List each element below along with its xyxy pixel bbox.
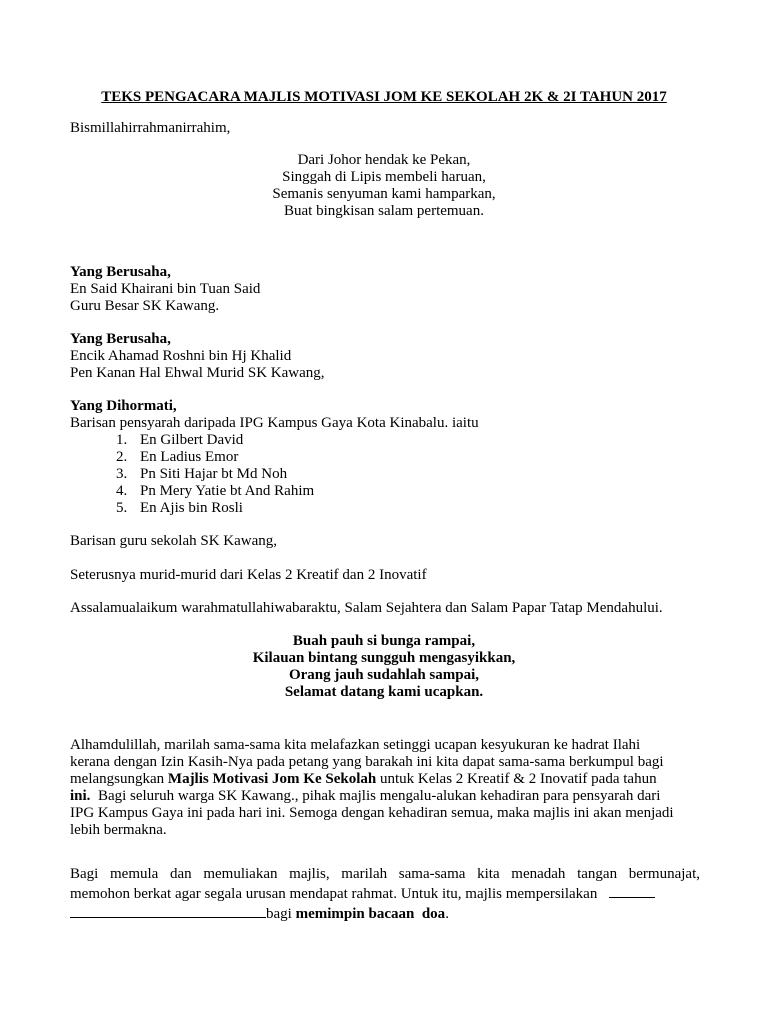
list-item xyxy=(116,466,700,483)
paragraph-line xyxy=(70,771,700,788)
greeting-role: Pen Kanan Hal Ehwal Murid SK Kawang, xyxy=(70,365,325,381)
pantun-line: Semanis senyuman kami hamparkan, xyxy=(272,186,496,202)
pantun-line: Selamat datang kami ucapkan. xyxy=(284,684,484,700)
pantun-line: Kilauan bintang sungguh mengasyikkan, xyxy=(252,650,516,666)
paragraph-line: Bagi memula dan memuliakan majlis, marilah sama-sama kita menadah tangan bermunajat, xyxy=(70,866,700,882)
pantun-line: Singgah di Lipis membeli haruan, xyxy=(282,169,486,185)
list-item xyxy=(116,449,700,466)
text-run: untuk Kelas 2 Kreatif & 2 Inovatif pada tahun xyxy=(376,771,657,787)
greeting-heading: Yang Dihormati, xyxy=(70,398,177,414)
paragraph-line: lebih bermakna. xyxy=(70,822,167,838)
list-item xyxy=(116,500,700,517)
greeting-lecturers xyxy=(70,398,700,517)
lecturer-name: En Ajis bin Rosli xyxy=(140,500,243,516)
document-title: TEKS PENGACARA MAJLIS MOTIVASI JOM KE SEKOLAH 2K & 2I TAHUN 2017 xyxy=(101,89,667,105)
greeting-heading: Yang Berusaha, xyxy=(70,264,171,280)
prayer-paragraph xyxy=(70,866,700,923)
greeting-intro: Barisan pensyarah daripada IPG Kampus Gaya Kota Kinabalu. iaitu xyxy=(70,415,479,431)
greeting-role: Guru Besar SK Kawang. xyxy=(70,298,220,314)
text-run: memohon berkat agar segala urusan mendapat rahmat. Untuk itu, majlis mempersilakan xyxy=(70,886,598,902)
list-number: 5. xyxy=(116,500,128,516)
event-name: Majlis Motivasi Jom Ke Sekolah xyxy=(167,771,377,787)
text-run: bagi xyxy=(266,906,296,922)
gratitude-paragraph xyxy=(70,737,700,839)
paragraph-line: IPG Kampus Gaya ini pada hari ini. Semoga dengan kehadiran semua, maka majlis ini akan menjadi xyxy=(70,805,674,821)
list-number: 4. xyxy=(116,483,128,499)
list-number: 1. xyxy=(116,432,128,448)
lecturer-name: En Ladius Emor xyxy=(140,449,239,465)
list-item xyxy=(116,483,700,500)
lecturer-name: Pn Siti Hajar bt Md Noh xyxy=(140,466,288,482)
fill-in-blank xyxy=(609,883,655,898)
opening-pantun xyxy=(0,152,768,220)
pantun-line: Buat bingkisan salam pertemuan. xyxy=(284,203,484,219)
paragraph-line xyxy=(70,788,700,805)
pantun-line: Dari Johor hendak ke Pekan, xyxy=(297,152,471,168)
greeting-headmaster xyxy=(70,264,700,315)
list-number: 3. xyxy=(116,466,128,482)
pantun-line: Orang jauh sudahlah sampai, xyxy=(288,667,480,683)
lecturer-name: En Gilbert David xyxy=(140,432,244,448)
text-run-bold: ini. xyxy=(70,788,91,804)
greeting-name: Encik Ahamad Roshni bin Hj Khalid xyxy=(70,348,292,364)
fill-in-blank xyxy=(70,903,266,918)
teachers-line: Barisan guru sekolah SK Kawang, xyxy=(70,533,278,549)
paragraph-line: kerana dengan Izin Kasih-Nya pada petang yang barakah ini kita dapat sama-sama berkumpul bagi xyxy=(70,754,664,770)
students-line: Seterusnya murid-murid dari Kelas 2 Kreatif dan 2 Inovatif xyxy=(70,567,427,583)
lecturer-name: Pn Mery Yatie bt And Rahim xyxy=(140,483,315,499)
text-run-bold: memimpin bacaan doa xyxy=(295,906,446,922)
paragraph-line xyxy=(70,883,700,903)
paragraph-line: Alhamdulillah, marilah sama-sama kita melafazkan setinggi ucapan kesyukuran ke hadrat Ilahi xyxy=(70,737,641,753)
pantun-line: Buah pauh si bunga rampai, xyxy=(292,633,476,649)
list-number: 2. xyxy=(116,449,128,465)
greeting-heading: Yang Berusaha, xyxy=(70,331,171,347)
greeting-name: En Said Khairani bin Tuan Said xyxy=(70,281,261,297)
text-run: Bagi seluruh warga SK Kawang., pihak majlis mengalu-alukan kehadiran para pensyarah dari xyxy=(90,788,661,804)
salam-line: Assalamualaikum warahmatullahiwabaraktu, Salam Sejahtera dan Salam Papar Tatap Mendahului. xyxy=(70,600,663,616)
welcome-pantun xyxy=(0,633,768,701)
paragraph-line xyxy=(70,903,700,923)
opening-line: Bismillahirrahmanirrahim, xyxy=(70,120,231,136)
text-run: melangsungkan xyxy=(70,771,168,787)
lecturer-list xyxy=(70,432,700,517)
list-item xyxy=(116,432,700,449)
greeting-senior-assistant xyxy=(70,331,700,382)
text-run: . xyxy=(445,906,449,922)
